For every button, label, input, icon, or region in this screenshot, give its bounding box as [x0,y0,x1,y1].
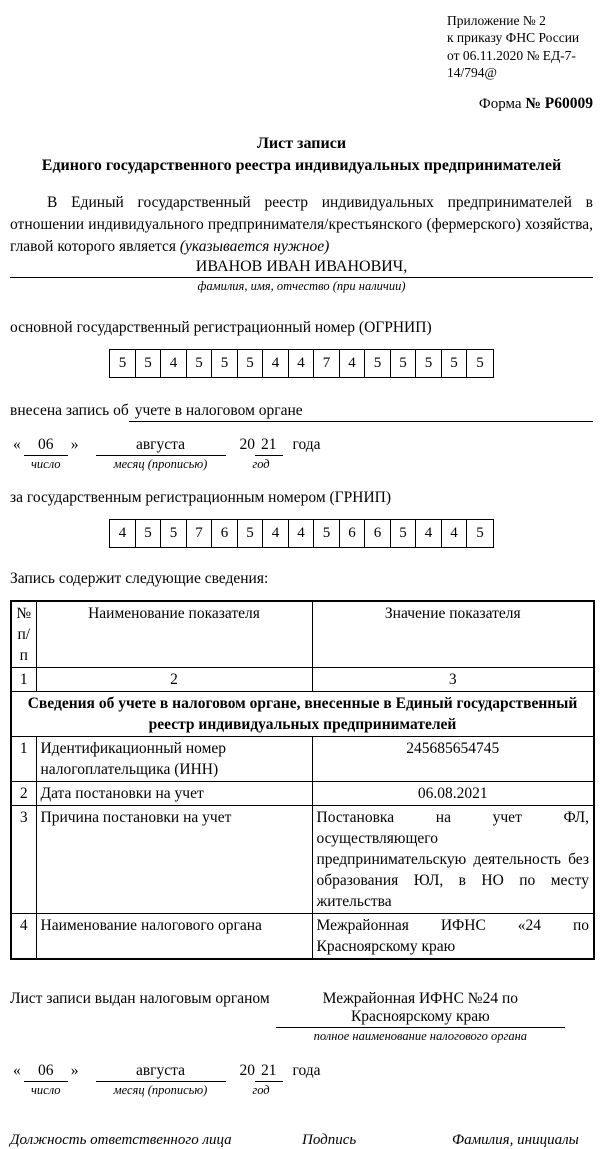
year-caption: год [252,457,270,472]
digit-cell: 4 [263,350,289,377]
digit-cell: 5 [476,355,484,372]
annex-line-3: от 06.11.2020 № ЕД-7-14/794@ [447,47,576,80]
digit-cell: 5 [136,520,162,547]
row3-num: 3 [11,806,36,914]
day-blank [24,436,68,472]
year-caption: год [252,1083,270,1098]
digit-cell: 4 [161,350,187,377]
ogrnip-digit-boxes [109,349,494,378]
table-number-row [11,668,594,692]
year-blank [240,1062,283,1098]
annex-block [447,12,593,81]
page-title [10,133,593,176]
digit-cell: 5 [391,350,417,377]
issued-value: Межрайонная ИФНС №24 по Красноярскому краю [276,990,565,1028]
month-value: августа [96,436,226,456]
signature-row [10,1132,593,1149]
day-caption: число [30,1083,61,1098]
ogrnip-boxes-wrap [10,349,593,378]
col1-number: 1 [11,668,36,692]
row4-value: Межрайонная ИФНС «24 по Красноярскому краю [312,914,594,960]
row1-value: 245685654745 [312,737,594,782]
issued-caption: полное наименование налогового органа [313,1029,528,1044]
table-header-row [11,601,594,668]
details-table [10,600,595,960]
day-value: 06 [24,436,68,456]
table-section-header: Сведения об учете в налоговом органе, внесенные в Единый государственный реестр индивидуальных предпринимателей [11,692,594,737]
digit-cell: 6 [212,520,238,547]
digit-cell: 4 [289,350,315,377]
day-blank [24,1062,68,1098]
issued-value-col [276,990,565,1044]
digit-cell: 5 [365,350,391,377]
signature-label: Подпись [302,1132,357,1149]
day-value: 06 [24,1062,68,1082]
record-value: учете в налоговом органе [129,402,593,422]
col3-header: Значение показателя [312,601,594,668]
digit-cell: 5 [391,520,417,547]
digit-cell: 5 [416,350,442,377]
col3-number: 3 [312,668,594,692]
entrepreneur-name: ИВАНОВ ИВАН ИВАНОВИЧ, [10,258,593,278]
row2-name: Дата постановки на учет [36,782,312,806]
year-value: 21 [255,1062,283,1082]
table-row [11,782,594,806]
close-quote: » [70,436,79,454]
col1-header: № п/п [11,601,36,668]
year-suffix: года [292,1062,321,1080]
digit-cell: 4 [442,520,468,547]
digit-cell: 5 [238,350,264,377]
row3-value: Постановка на учет ФЛ, осуществляющего предпринимательскую деятельность без образования ЮЛ, в НО по месту жительства [312,806,594,914]
digit-cell: 4 [416,520,442,547]
year-line [240,436,283,456]
issued-date-line [10,1062,593,1098]
form-number: № Р60009 [525,95,593,113]
year-line [240,1062,283,1082]
digit-cell: 4 [263,520,289,547]
row1-name: Идентификационный номер налогоплательщика (ИНН) [36,737,312,782]
month-blank [96,436,226,472]
open-quote: « [13,1062,21,1080]
year-suffix: года [292,436,321,454]
grnip-label: за государственным регистрационным номером (ГРНИП) [10,489,391,507]
intro-text: В Единый государственный реестр индивидуальных предпринимателей в отношении индивидуального предпринимателя/крестьянского (фермерского) хозяйства, главой которого является [10,194,593,256]
intro-paragraph [10,192,593,258]
col2-number: 2 [36,668,312,692]
month-value: августа [96,1062,226,1082]
digit-cell: 5 [136,350,162,377]
ogrnip-label: основной государственный регистрационный номер (ОГРНИП) [10,319,432,337]
form-label: Форма [478,96,526,113]
title-line-1: Лист записи [256,135,347,153]
digit-cell: 7 [187,520,213,547]
row2-value: 06.08.2021 [312,782,594,806]
record-date-line [10,436,593,472]
month-blank [96,1062,226,1098]
issued-label: Лист записи выдан налоговым органом [10,990,270,1008]
entrepreneur-name-caption: фамилия, имя, отчество (при наличии) [197,279,406,294]
annex-line-1: Приложение № 2 [447,13,546,28]
table-intro: Запись содержит следующие сведения: [10,570,269,588]
row2-num: 2 [11,782,36,806]
digit-cell: 5 [110,350,136,377]
digit-cell: 5 [442,350,468,377]
annex-line-2: к приказу ФНС России [447,30,580,46]
digit-cell: 4 [340,350,366,377]
year-century: 20 [239,436,255,454]
digit-cell: 7 [314,350,340,377]
grnip-boxes-wrap [10,519,593,548]
digit-cell: 5 [212,350,238,377]
form-number-line [10,95,593,113]
digit-cell: 5 [238,520,264,547]
title-line-2: Единого государственного реестра индивидуальных предпринимателей [41,156,562,174]
digit-cell: 6 [340,520,366,547]
grnip-digit-boxes [109,519,494,548]
surname-initials-label: Фамилия, инициалы [452,1132,579,1149]
table-row [11,914,594,960]
digit-cell: 6 [365,520,391,547]
day-caption: число [30,457,61,472]
record-type-line [10,402,593,422]
open-quote: « [13,436,21,454]
table-row [11,806,594,914]
record-label: внесена запись об [10,402,129,420]
row4-name: Наименование налогового органа [36,914,312,960]
row1-num: 1 [11,737,36,782]
table-section-row [11,692,594,737]
digit-cell: 4 [110,520,136,547]
digit-cell: 5 [476,525,484,542]
year-value: 21 [255,436,283,456]
month-caption: месяц (прописью) [113,457,208,472]
col2-header: Наименование показателя [36,601,312,668]
year-century: 20 [239,1062,255,1080]
month-caption: месяц (прописью) [113,1083,208,1098]
table-row [11,737,594,782]
digit-cell: 5 [314,520,340,547]
digit-cell: 4 [289,520,315,547]
digit-cell: 5 [161,520,187,547]
year-blank [240,436,283,472]
row4-num: 4 [11,914,36,960]
intro-note: (указывается нужное) [179,238,330,256]
row3-name: Причина постановки на учет [36,806,312,914]
issued-line [10,990,593,1044]
close-quote: » [70,1062,79,1080]
digit-cell: 5 [187,350,213,377]
official-position-label: Должность ответственного лица [10,1132,232,1149]
